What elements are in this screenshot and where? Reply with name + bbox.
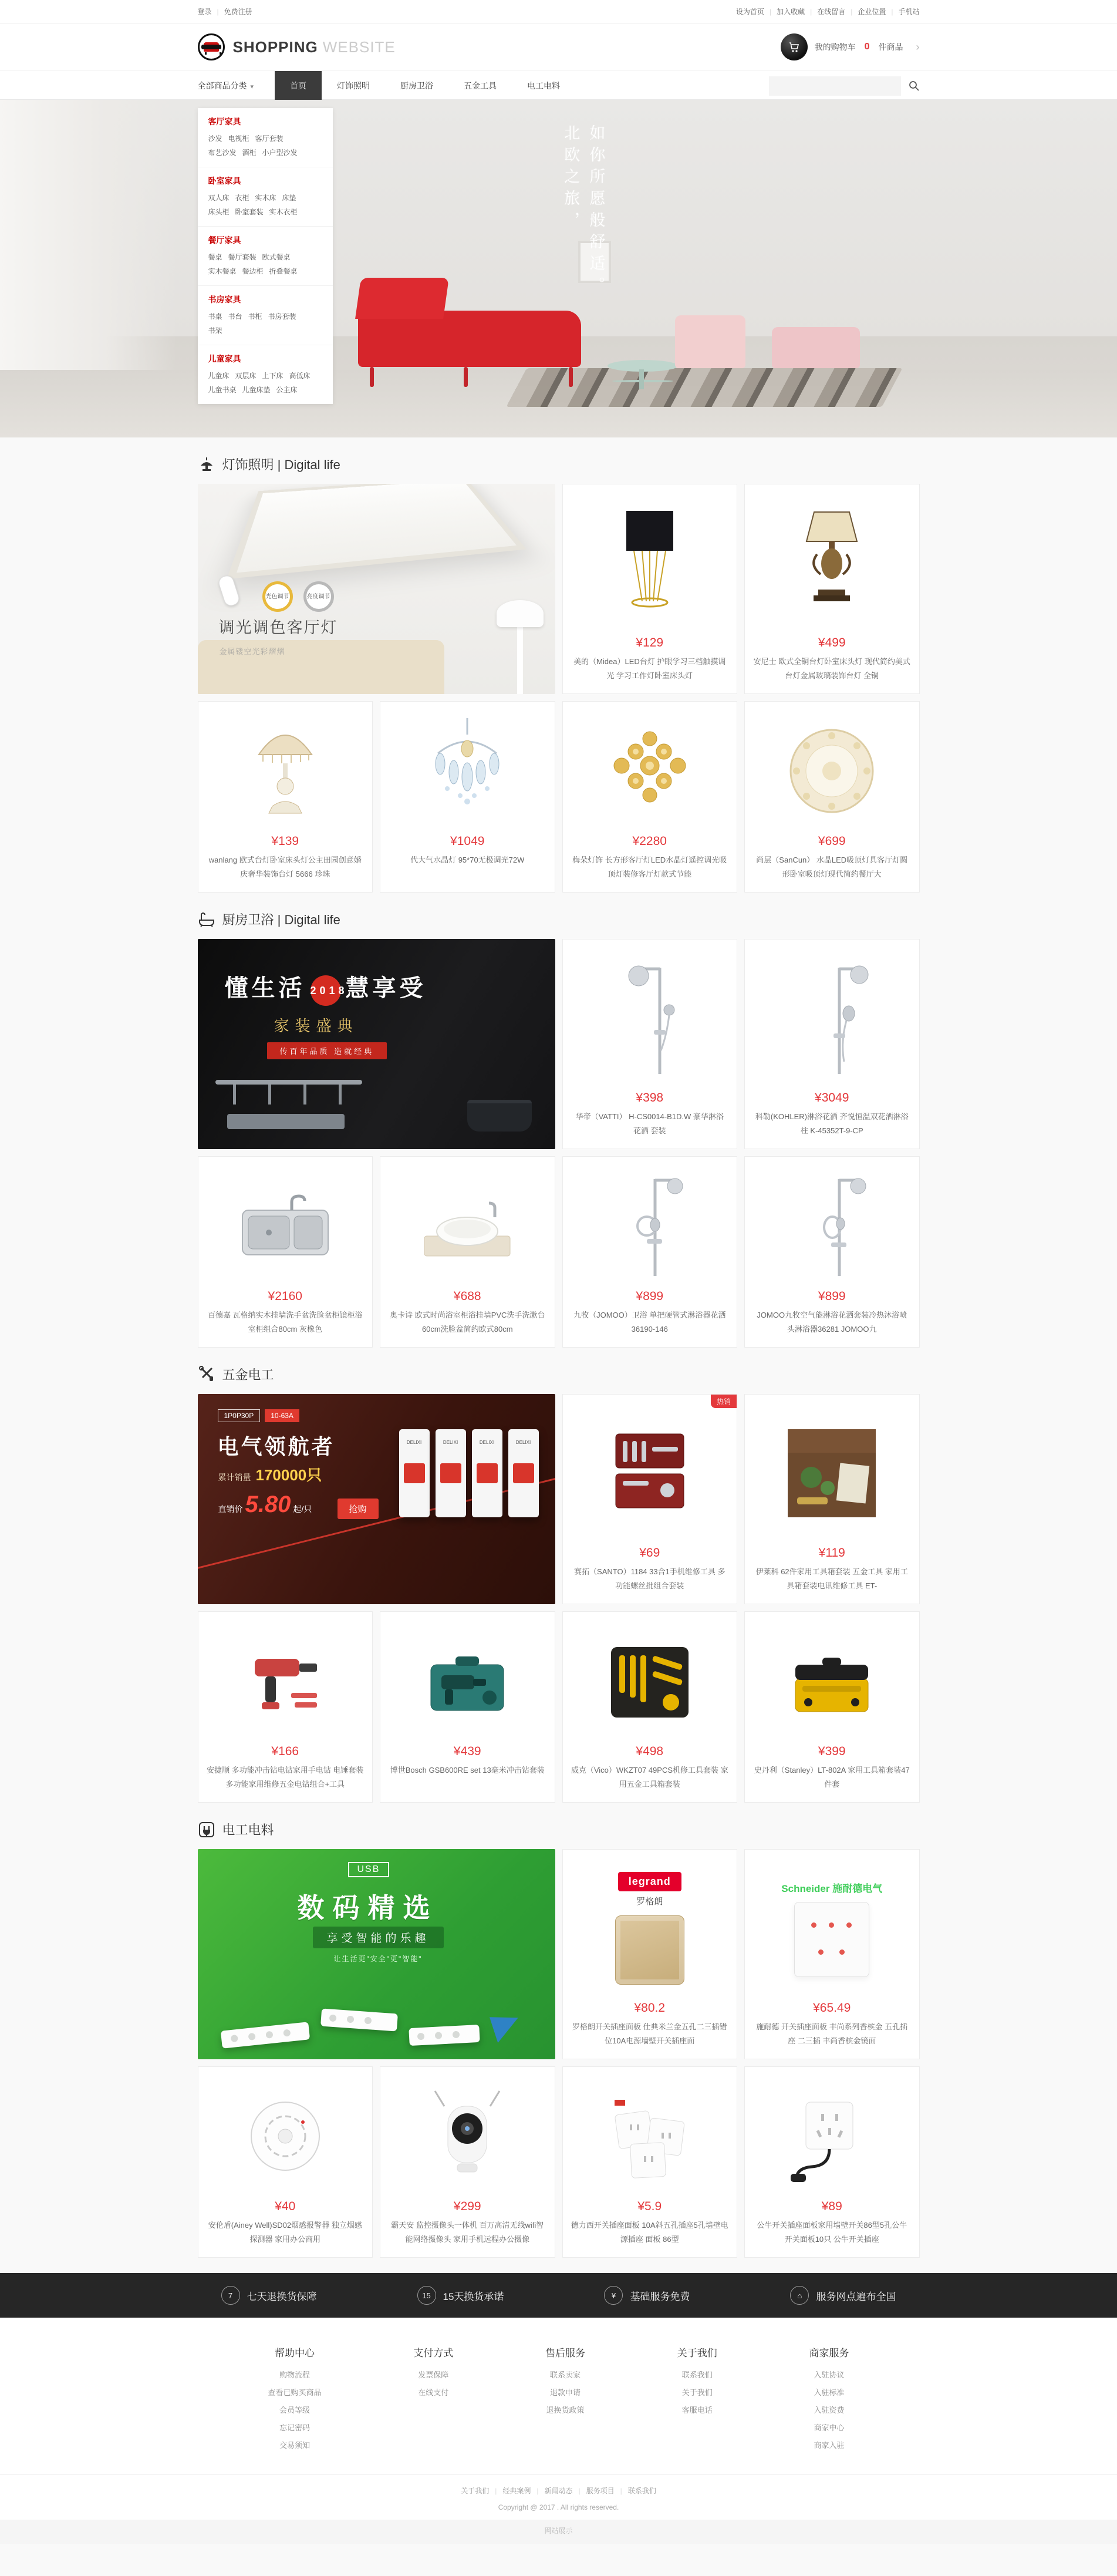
service-guarantee-bar: [0, 2273, 1117, 2318]
cart-count: 0: [864, 42, 870, 52]
message-link[interactable]: 在线留言: [817, 8, 846, 16]
product-card[interactable]: [198, 2066, 373, 2258]
banner-title: 调光调色客厅灯: [218, 619, 338, 637]
product-price: ¥2280: [632, 834, 667, 848]
table-lamp-decoration: [517, 624, 523, 694]
plug-icon: [198, 1821, 215, 1838]
sales-value: 170000只: [255, 1466, 322, 1484]
footer-link[interactable]: 购物流程: [279, 2370, 311, 2379]
category-link[interactable]: 餐厅套装: [228, 253, 257, 261]
product-image-tool-set-wood: [753, 1404, 911, 1543]
bathtub-icon: [198, 911, 215, 928]
site-footer: [0, 2318, 1117, 2474]
category-link[interactable]: 布艺沙发: [208, 149, 237, 157]
category-title[interactable]: 卧室家具: [208, 176, 241, 186]
section-electrical: [198, 1803, 920, 2258]
banner-tag: 1P0P30P: [218, 1409, 261, 1422]
product-image-crystal-chandelier: [389, 711, 546, 831]
banner-tag-amp: 10-63A: [265, 1409, 299, 1422]
bottom-link[interactable]: 新闻动态: [544, 2487, 573, 2495]
product-price: ¥119: [818, 1546, 845, 1560]
copyright-text: Copyright @ 2017 . All rights reserved.: [498, 2503, 619, 2511]
footer-col-merchant: [809, 2345, 849, 2457]
section-title: 厨房卫浴 | Digital life: [222, 912, 340, 927]
product-card[interactable]: [562, 484, 738, 694]
section-lighting: [198, 437, 920, 893]
category-group-dining: [198, 227, 333, 286]
product-price: ¥5.9: [637, 2200, 662, 2213]
buy-now-button[interactable]: 抢购: [338, 1499, 379, 1519]
product-card[interactable]: [198, 701, 373, 893]
footer-col-title: 支付方式: [413, 2348, 454, 2359]
product-title[interactable]: 华帝（VATTI） H-CS0014-B1D.W 豪华淋浴 花洒 套装: [575, 1112, 724, 1136]
footer-col-title: 商家服务: [809, 2348, 849, 2359]
nav-item-home[interactable]: 首页: [275, 71, 322, 100]
category-link[interactable]: 餐边柜: [242, 267, 264, 275]
site-note: 网站展示: [0, 2520, 1117, 2544]
product-price: ¥3049: [815, 1091, 849, 1105]
legrand-logo-cn: 罗格朗: [636, 1897, 663, 1907]
service-item-free: ¥ 基础服务免费: [604, 2286, 690, 2305]
category-link[interactable]: 书桌: [208, 312, 222, 321]
footer-link[interactable]: 在线支付: [418, 2388, 449, 2397]
bottom-link[interactable]: 经典案例: [502, 2487, 531, 2495]
chevron-down-icon: ▾: [250, 83, 254, 90]
nav-item-kitchen-bath[interactable]: 厨房卫浴: [400, 81, 434, 90]
white-socket-image: [794, 1902, 869, 1977]
product-price: ¥80.2: [634, 2001, 666, 2015]
mobile-site-link[interactable]: 手机站: [898, 8, 920, 16]
legrand-logo: legrand: [618, 1872, 681, 1891]
brand-name: SHOPPING: [232, 38, 318, 56]
product-title[interactable]: 施耐德 开关插座面板 丰尚系列香槟金 五孔插座 二三插 丰尚香槟金镜面: [756, 2022, 908, 2046]
product-image-steel-sink: [207, 1166, 365, 1286]
category-link[interactable]: 沙发: [208, 134, 222, 143]
product-card[interactable]: [380, 1156, 555, 1348]
power-strip-image: [320, 2009, 398, 2032]
category-title[interactable]: 书房家具: [208, 295, 241, 304]
product-title[interactable]: 史丹利（Stanley）LT-802A 家用工具箱套装47件套: [754, 1766, 910, 1789]
product-title[interactable]: JOMOO九牧空气能淋浴花洒套装冷热沐浴喷头淋浴器36281 JOMOO九: [757, 1311, 907, 1334]
product-card[interactable]: [744, 701, 920, 893]
category-link[interactable]: 书柜: [248, 312, 262, 321]
schneider-logo: Schneider 施耐德电气: [781, 1883, 883, 1894]
product-image-red-toolkit: [571, 1404, 729, 1543]
product-image-ceramic-basin: [389, 1166, 546, 1286]
lamp-icon: [198, 456, 215, 473]
footer-col-help: [268, 2345, 322, 2457]
product-title[interactable]: wanlang 欧式台灯卧室床头灯公主田园创意婚庆奢华装饰台灯 5666 珍珠: [208, 856, 362, 879]
footer-link[interactable]: 忘记密码: [279, 2423, 311, 2432]
category-link[interactable]: 床垫: [282, 194, 296, 202]
product-title[interactable]: 罗格朗开关插座面板 仕典米兰金五孔二三插错位10A电源墙壁开关插座面: [572, 2022, 727, 2046]
product-price: ¥69: [639, 1546, 660, 1560]
section-title: 五金电工: [222, 1368, 274, 1382]
banner-title: 电气领航者: [217, 1435, 335, 1459]
product-title[interactable]: 尚层（SanCun） 水晶LED吸顶灯具客厅灯圆形卧室吸顶灯现代简约餐厅大: [756, 856, 908, 879]
product-image-table-lamp-pearl: [207, 711, 365, 831]
product-price: ¥398: [636, 1091, 664, 1105]
banner-subtitle: 家装盛典: [274, 1018, 359, 1035]
product-card[interactable]: [562, 1156, 738, 1348]
product-card[interactable]: [744, 1849, 920, 2059]
footer-col-title: 帮助中心: [275, 2348, 315, 2359]
hardware-banner[interactable]: [198, 1394, 555, 1604]
cart-label: 我的购物车: [814, 42, 856, 52]
category-link[interactable]: 折叠餐桌: [269, 267, 298, 275]
product-title[interactable]: 科勒(KOHLER)淋浴花洒 齐悦恒温双花洒淋浴柱 K-45352T-9-CP: [755, 1112, 909, 1136]
nav-item-electrical[interactable]: 电工电料: [527, 81, 561, 90]
category-link[interactable]: 实木衣柜: [269, 208, 298, 216]
product-price: ¥399: [818, 1745, 846, 1758]
pot-image: [467, 1100, 532, 1132]
category-link[interactable]: 餐桌: [208, 253, 222, 261]
divider: |: [891, 8, 893, 16]
banner-subtitle: 金属镂空光彩熠熠: [219, 647, 285, 656]
section-hardware: [198, 1348, 920, 1803]
product-card[interactable]: [562, 939, 738, 1149]
product-price: ¥40: [275, 2200, 296, 2213]
power-strip-image: [220, 2022, 309, 2049]
all-categories-dropdown[interactable]: 全部商品分类 ▾: [197, 81, 254, 90]
category-menu-panel: [198, 108, 333, 404]
product-price: ¥498: [636, 1745, 664, 1758]
bottom-link[interactable]: 服务项目: [586, 2487, 615, 2495]
footer-link[interactable]: 退换货政策: [546, 2406, 585, 2415]
service-item-return: 7 七天退换货保障: [221, 2286, 317, 2305]
section-kitchen-bath: [198, 893, 920, 1348]
yuan-icon: ¥: [604, 2286, 623, 2305]
category-link[interactable]: 双层床: [235, 372, 257, 380]
product-price: ¥166: [271, 1745, 299, 1758]
footer-link[interactable]: 联系我们: [681, 2370, 713, 2379]
product-title[interactable]: 安伦盾(Ainey Well)SD02烟感报警器 独立烟感探测器 家用办公商用: [208, 2221, 362, 2244]
chevron-right-icon: ›: [916, 41, 920, 53]
category-group-kids: [198, 345, 333, 404]
product-title[interactable]: 安捷顺 多功能冲击钻电钻家用手电钻 电锤套装多功能家用维修五金电钻组合+工具: [207, 1766, 364, 1789]
product-price: ¥699: [818, 834, 846, 848]
footer-link[interactable]: 入驻标准: [814, 2388, 845, 2397]
product-image-shower-set-2: [753, 1166, 911, 1286]
nav-item-lighting[interactable]: 灯饰照明: [337, 81, 370, 90]
fifteen-day-icon: 15: [417, 2286, 436, 2305]
product-image-delixi-socket: [571, 2076, 729, 2196]
product-card[interactable]: [744, 484, 920, 694]
section-title: 电工电料: [222, 1823, 274, 1837]
utility-links: [736, 0, 920, 23]
product-image-legrand-socket: [571, 1859, 729, 1998]
product-card[interactable]: [744, 1394, 920, 1604]
product-card[interactable]: [380, 2066, 555, 2258]
product-title[interactable]: 安尼士 欧式全铜台灯卧室床头灯 现代简约美式台灯金属玻璃装饰台灯 全铜: [753, 657, 910, 681]
electrical-banner[interactable]: [198, 1849, 555, 2059]
product-card[interactable]: [744, 2066, 920, 2258]
category-group-study: [198, 286, 333, 345]
divider: |: [217, 8, 219, 16]
product-image-round-ceiling-lamp: [753, 711, 911, 831]
divider: |: [620, 2487, 622, 2495]
product-price: ¥139: [271, 834, 299, 848]
slogan-line-1: 如你所愿般舒适。: [587, 124, 605, 298]
ceiling-lamp-image: [227, 484, 527, 579]
building-icon: ⌂: [790, 2286, 809, 2305]
footer-link[interactable]: 会员等级: [279, 2406, 311, 2415]
product-title[interactable]: 代大气水晶灯 95*70无极调光72W: [410, 856, 525, 864]
footer-link[interactable]: 交易须知: [279, 2441, 311, 2450]
footer-link[interactable]: 入驻协议: [814, 2370, 845, 2379]
footer-link[interactable]: 退款申请: [549, 2388, 581, 2397]
category-link[interactable]: 儿童床垫: [242, 386, 271, 394]
footer-link[interactable]: 关于我们: [681, 2388, 713, 2397]
category-link[interactable]: 客厅套装: [255, 134, 284, 143]
product-card[interactable]: [380, 1611, 555, 1803]
product-title[interactable]: 美的（Midea）LED台灯 护眼学习三档触摸调光 学习工作灯卧室床头灯: [573, 657, 726, 681]
footer-col-title: 售后服务: [545, 2348, 585, 2359]
power-strip-image: [409, 2025, 480, 2046]
top-utility-bar: [0, 0, 1117, 23]
hero-banner[interactable]: [0, 100, 1117, 437]
bottom-links-bar: [0, 2474, 1117, 2520]
badge-color-adjust: 光色调节: [262, 581, 293, 612]
product-card[interactable]: [744, 1156, 920, 1348]
category-link[interactable]: 书架: [208, 326, 222, 335]
main-nav: [0, 70, 1117, 100]
seven-day-icon: 7: [221, 2286, 240, 2305]
tools-icon: [198, 1366, 215, 1383]
category-link[interactable]: 书台: [228, 312, 242, 321]
divider: |: [536, 2487, 539, 2495]
location-link[interactable]: 企业位置: [858, 8, 886, 16]
lighting-banner[interactable]: [198, 484, 555, 694]
product-image-bosch-drill-case: [389, 1621, 546, 1741]
section-title: 灯饰照明 | Digital life: [222, 457, 340, 472]
category-link[interactable]: 实木床: [255, 194, 276, 202]
product-image-impact-drill: [207, 1621, 365, 1741]
banner-price: 直销价 5.80 起/只: [218, 1491, 312, 1517]
footer-col-payment: [413, 2345, 453, 2457]
footer-link[interactable]: 查看已购买商品: [268, 2388, 322, 2397]
curtain-decoration: [0, 100, 176, 382]
product-card[interactable]: [562, 701, 738, 893]
product-title[interactable]: 威克（Vico）WKZT07 49PCS机修工具套装 家用五金工具箱套装: [571, 1766, 728, 1789]
product-title[interactable]: 伊莱科 62件家用工具箱套装 五金工具 家用工具箱套装电讯维修工具 ET-: [755, 1567, 908, 1591]
footer-col-about: [677, 2345, 717, 2457]
product-title[interactable]: 公牛开关插座面板家用墙壁开关86型5孔公牛开关面板10只 公牛开关插座: [757, 2221, 907, 2244]
bottom-link[interactable]: 联系我们: [627, 2487, 656, 2495]
site-header: [0, 23, 1117, 70]
category-link[interactable]: 电视柜: [228, 134, 249, 143]
category-link[interactable]: 上下床: [262, 372, 284, 380]
kitchen-rack-image: [215, 1080, 362, 1133]
product-card[interactable]: [562, 1849, 738, 2059]
category-group-bedroom: [198, 167, 333, 227]
footer-link[interactable]: 商家入驻: [814, 2441, 845, 2450]
product-card[interactable]: [198, 1156, 373, 1348]
category-link[interactable]: 欧式餐桌: [262, 253, 291, 261]
price-value: 5.80: [245, 1491, 291, 1517]
category-group-living: [198, 108, 333, 167]
product-card[interactable]: [562, 1611, 738, 1803]
circuit-breakers-image: [399, 1429, 539, 1517]
product-title[interactable]: 九牧（JOMOO）卫浴 单把硬管式淋浴器花洒36190-146: [573, 1311, 726, 1334]
slogan-line-2: 北欧之旅，: [562, 124, 580, 233]
usb-badge: USB: [348, 1862, 390, 1877]
product-price: ¥129: [636, 636, 664, 649]
footer-col-aftersale: [545, 2345, 585, 2457]
nav-item-hardware[interactable]: 五金工具: [464, 81, 497, 90]
product-card[interactable]: [380, 701, 555, 893]
product-price: ¥65.49: [813, 2001, 851, 2015]
product-title[interactable]: 博世Bosch GSB600RE set 13毫米冲击钻套装: [390, 1766, 545, 1774]
divider: |: [810, 8, 812, 16]
site-logo[interactable]: [198, 33, 396, 60]
paper-plane-decoration: [490, 2009, 524, 2043]
category-link[interactable]: 实木餐桌: [208, 267, 237, 275]
cart-suffix: 件商品: [878, 42, 903, 52]
favorite-link[interactable]: 加入收藏: [777, 8, 805, 16]
auth-links: [198, 0, 252, 23]
product-image-shower-set: [571, 949, 729, 1087]
search-input[interactable]: [769, 76, 901, 96]
banner-subtitle: 享受智能的乐趣: [313, 1927, 444, 1948]
product-card[interactable]: [562, 2066, 738, 2258]
cart-icon: [781, 33, 808, 60]
product-price: ¥899: [818, 1289, 846, 1303]
product-image-stanley-toolbox: [753, 1621, 911, 1741]
product-title[interactable]: 霸天安 监控摄像头一体机 百万高清无线wifi智能网络摄像头 家用手机远程办公摄像: [391, 2221, 544, 2244]
year-badge: 2018: [311, 975, 341, 1006]
product-card[interactable]: [198, 1611, 373, 1803]
product-price: ¥2160: [268, 1289, 302, 1303]
product-title[interactable]: 百德嘉 瓦格纳实木挂墙洗手盆洗脸盆柜镜柜浴室柜组合80cm 灰橡色: [207, 1311, 363, 1334]
footer-col-title: 关于我们: [677, 2348, 717, 2359]
category-link[interactable]: 儿童床: [208, 372, 230, 380]
category-link[interactable]: 卧室套装: [235, 208, 264, 216]
product-price: ¥499: [818, 636, 846, 649]
product-title[interactable]: 德力西开关插座面板 10A斜五孔插座5孔墙壁电源插座 面板 86型: [571, 2221, 728, 2244]
footer-link[interactable]: 客服电话: [681, 2406, 713, 2415]
badge-brightness-adjust: 亮度调节: [303, 581, 334, 612]
category-link[interactable]: 高低床: [289, 372, 311, 380]
service-item-network: ⌂ 服务网点遍布全国: [790, 2286, 896, 2305]
banner-ribbon: 传百年品质 造就经典: [267, 1042, 387, 1059]
category-link[interactable]: 酒柜: [242, 149, 257, 157]
category-link[interactable]: 小户型沙发: [262, 149, 298, 157]
register-link[interactable]: 免费注册: [224, 8, 252, 16]
login-link[interactable]: 登录: [197, 8, 212, 16]
kitchen-banner[interactable]: [198, 939, 555, 1149]
hot-sale-tag: 热销: [711, 1395, 737, 1408]
brand-name-secondary: WEBSITE: [322, 38, 396, 56]
product-image-gold-crystal-lamp: [571, 711, 729, 831]
divider: |: [769, 8, 772, 16]
divider: |: [851, 8, 853, 16]
product-image-schneider-socket: [753, 1859, 911, 1998]
banner-sales: 累计销量 170000只: [218, 1466, 322, 1484]
product-image-shower-column: [753, 949, 911, 1087]
product-image-table-lamp-black: [571, 494, 729, 632]
divider: |: [578, 2487, 581, 2495]
category-link[interactable]: 儿童书桌: [208, 386, 237, 394]
product-card[interactable]: [744, 939, 920, 1149]
gold-socket-image: [615, 1915, 684, 1985]
product-image-smoke-detector: [207, 2076, 365, 2196]
category-title[interactable]: 餐厅家具: [208, 235, 241, 245]
product-image-shower-faucet: [571, 1166, 729, 1286]
category-title[interactable]: 儿童家具: [208, 354, 241, 363]
product-image-bull-socket: [753, 2076, 911, 2196]
product-image-ip-camera: [389, 2076, 546, 2196]
product-image-table-lamp-bronze: [753, 494, 911, 632]
banner-title: 数码精选: [297, 1893, 438, 1923]
product-title[interactable]: 梅朵灯饰 长方形客厅灯LED水晶灯遥控调光吸顶灯装修客厅灯款式节能: [572, 856, 727, 879]
bottom-link[interactable]: 关于我们: [461, 2487, 490, 2495]
product-card[interactable]: [744, 1611, 920, 1803]
product-price: ¥1049: [450, 834, 485, 848]
category-link[interactable]: 床头柜: [208, 208, 230, 216]
banner-note: 让生活更"安全"更"智能": [333, 1955, 423, 1963]
category-link[interactable]: 衣柜: [235, 194, 249, 202]
product-price: ¥899: [636, 1289, 664, 1303]
category-title[interactable]: 客厅家具: [208, 117, 241, 126]
service-item-exchange: 15 15天换货承诺: [417, 2286, 504, 2305]
footer-link[interactable]: 联系卖家: [549, 2370, 581, 2379]
product-price: ¥89: [821, 2200, 842, 2213]
banner-headline: 懂生活 2018慧享受: [225, 969, 427, 1006]
product-price: ¥439: [453, 1745, 481, 1758]
footer-link[interactable]: 入驻资费: [814, 2406, 845, 2415]
product-title[interactable]: 奥卡诗 欧式时尚浴室柜浴挂墙PVC洗手洗漱台60cm洗脸盆简约欧式80cm: [390, 1311, 545, 1334]
cart-widget[interactable]: [781, 33, 920, 60]
divider: |: [495, 2487, 497, 2495]
footer-link[interactable]: 发票保障: [418, 2370, 449, 2379]
category-link[interactable]: 公主床: [276, 386, 298, 394]
set-homepage-link[interactable]: 设为首页: [735, 8, 764, 16]
product-image-yellow-tool-set: [571, 1621, 729, 1741]
product-card[interactable]: [562, 1394, 738, 1604]
category-link[interactable]: 书房套装: [268, 312, 296, 321]
category-link[interactable]: 双人床: [208, 194, 230, 202]
product-title[interactable]: 赛拓（SANTO）1184 33合1手机维修工具 多功能螺丝批组合套装: [574, 1567, 725, 1591]
product-price: ¥688: [453, 1289, 481, 1303]
search-icon[interactable]: [908, 80, 920, 92]
remote-control-decoration: [217, 574, 241, 607]
sofa-logo-icon: [198, 33, 225, 60]
product-price: ¥299: [453, 2200, 481, 2213]
footer-link[interactable]: 商家中心: [814, 2423, 845, 2432]
